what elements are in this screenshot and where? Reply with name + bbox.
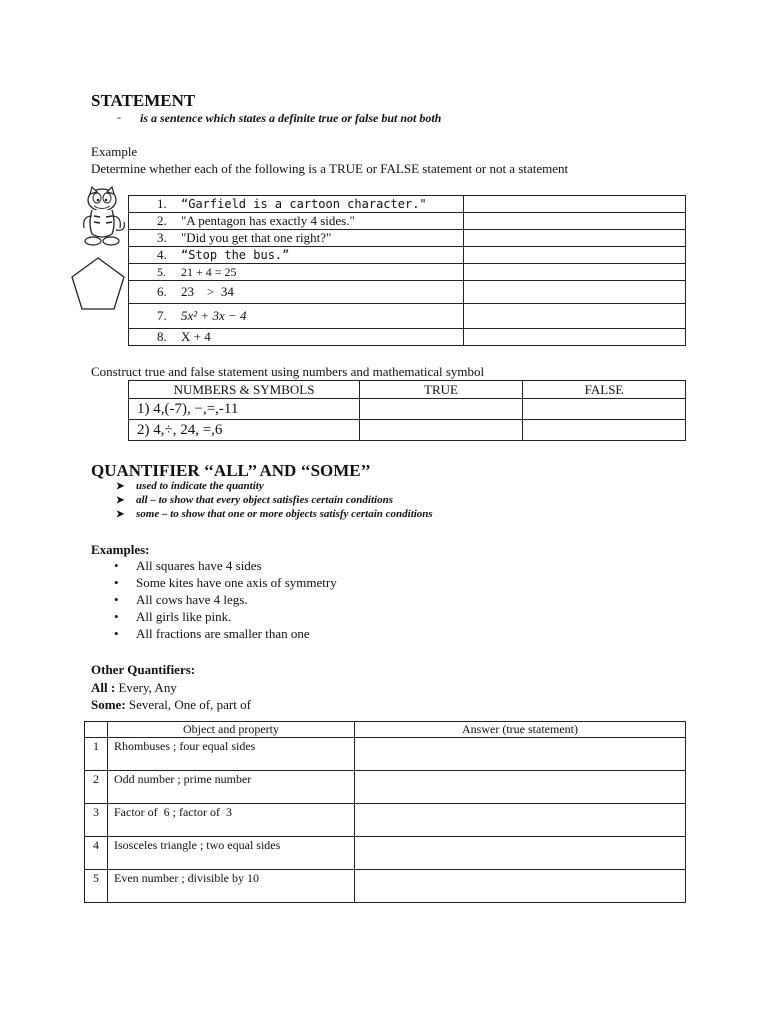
examples-list	[114, 558, 337, 643]
example-text: All fractions are smaller than one	[136, 626, 310, 641]
arrow-bullet-icon: ➤	[116, 495, 125, 506]
bullet-icon: •	[114, 592, 119, 607]
definition-dash: -	[117, 110, 121, 124]
object-property-cell: Factor of 6 ; factor of 3	[108, 804, 355, 837]
item-number: 3.	[157, 230, 167, 245]
answer-cell[interactable]	[463, 304, 685, 329]
list-item	[116, 480, 433, 494]
answer-cell[interactable]	[463, 247, 685, 264]
item-text: 23 > 34	[181, 284, 234, 299]
item-text: X + 4	[181, 329, 211, 344]
item-number: 5.	[157, 264, 166, 279]
bullet-icon: •	[114, 626, 119, 641]
arrow-bullet-icon: ➤	[116, 509, 125, 520]
item-number: 8.	[157, 329, 167, 344]
column-header: TRUE	[360, 381, 523, 399]
list-item	[116, 508, 433, 522]
false-answer-cell[interactable]	[523, 420, 686, 441]
example-text: All squares have 4 sides	[136, 558, 262, 573]
example-text: Some kites have one axis of symmetry	[136, 575, 337, 590]
examples-label: Examples:	[91, 542, 150, 557]
true-answer-cell[interactable]	[360, 399, 523, 420]
example-text: All cows have 4 legs.	[136, 592, 248, 607]
statement-cell	[129, 264, 464, 281]
table-row	[129, 329, 686, 346]
answer-cell[interactable]	[463, 264, 685, 281]
table-row	[129, 399, 686, 420]
table-row	[85, 738, 686, 771]
point-text: used to indicate the quantity	[136, 480, 264, 492]
object-property-cell: Rhombuses ; four equal sides	[108, 738, 355, 771]
item-number: 1.	[157, 196, 167, 211]
quantifier-title: QUANTIFIER ‘‘ALL’’ AND ‘‘SOME’’	[91, 461, 371, 480]
symbols-cell: 2) 4,÷, 24, =,6	[129, 420, 360, 441]
statement-definition: is a sentence which states a definite true or false but not both	[140, 111, 442, 125]
statement-cell	[129, 304, 464, 329]
statement-cell	[129, 247, 464, 264]
object-property-table	[84, 721, 686, 903]
statement-cell	[129, 329, 464, 346]
table-row	[129, 213, 686, 230]
some-quantifiers-line	[91, 697, 251, 713]
table-row	[129, 196, 686, 213]
table-row	[129, 247, 686, 264]
item-number: 4.	[157, 247, 167, 262]
answer-cell[interactable]	[463, 329, 685, 346]
table-row	[85, 771, 686, 804]
item-text: 5x² + 3x − 4	[181, 308, 247, 323]
example-text: All girls like pink.	[136, 609, 232, 624]
true-answer-cell[interactable]	[360, 420, 523, 441]
list-item	[114, 626, 337, 643]
column-header: NUMBERS & SYMBOLS	[129, 381, 360, 399]
list-item	[114, 592, 337, 609]
statement-table	[128, 195, 686, 346]
list-item	[114, 575, 337, 592]
construct-instruction: Construct true and false statement using numbers and mathematical symbol	[91, 364, 485, 379]
table-header-row	[129, 381, 686, 399]
statement-cell	[129, 281, 464, 304]
pentagon-icon	[68, 254, 128, 314]
item-text: “Stop the bus.”	[181, 248, 290, 262]
other-quantifiers-label: Other Quantifiers:	[91, 662, 196, 677]
symbols-cell: 1) 4,(-7), −,=,-11	[129, 399, 360, 420]
table-row	[129, 230, 686, 247]
statement-cell	[129, 196, 464, 213]
arrow-bullet-icon: ➤	[116, 481, 125, 492]
column-header: Answer (true statement)	[355, 722, 686, 738]
false-answer-cell[interactable]	[523, 399, 686, 420]
list-item	[114, 609, 337, 626]
bullet-icon: •	[114, 558, 119, 573]
column-header: Object and property	[108, 722, 355, 738]
bullet-icon: •	[114, 609, 119, 624]
table-header-row	[85, 722, 686, 738]
table-row	[129, 304, 686, 329]
answer-cell[interactable]	[463, 281, 685, 304]
row-number: 2	[85, 771, 108, 804]
row-number: 3	[85, 804, 108, 837]
row-number: 1	[85, 738, 108, 771]
list-item	[114, 558, 337, 575]
quantifier-points	[116, 480, 433, 522]
row-number: 5	[85, 870, 108, 903]
answer-cell[interactable]	[355, 870, 686, 903]
answer-cell[interactable]	[355, 804, 686, 837]
answer-cell[interactable]	[463, 230, 685, 247]
table-row	[85, 870, 686, 903]
example-label: Example	[91, 144, 138, 159]
statement-cell	[129, 213, 464, 230]
answer-cell[interactable]	[463, 196, 685, 213]
column-header: FALSE	[523, 381, 686, 399]
table-row	[129, 281, 686, 304]
item-number: 7.	[157, 308, 167, 323]
answer-cell[interactable]	[463, 213, 685, 230]
garfield-cartoon-icon	[78, 186, 128, 248]
item-text: "Did you get that one right?"	[181, 230, 332, 245]
construct-table	[128, 380, 686, 441]
object-property-cell: Odd number ; prime number	[108, 771, 355, 804]
all-quantifiers-line	[91, 680, 177, 696]
table-row	[85, 837, 686, 870]
answer-cell[interactable]	[355, 837, 686, 870]
answer-cell[interactable]	[355, 738, 686, 771]
point-text: all – to show that every object satisfies certain conditions	[136, 494, 393, 506]
table-row	[129, 264, 686, 281]
statement-cell	[129, 230, 464, 247]
item-number: 6.	[157, 284, 167, 299]
bullet-icon: •	[114, 575, 119, 590]
some-label: Some:	[91, 697, 126, 712]
item-number: 2.	[157, 213, 167, 228]
item-text: “Garfield is a cartoon character."	[181, 197, 427, 211]
item-text: 21 + 4 = 25	[181, 264, 237, 279]
some-text: Several, One of, part of	[125, 697, 251, 712]
object-property-cell: Even number ; divisible by 10	[108, 870, 355, 903]
statement-instruction: Determine whether each of the following is a TRUE or FALSE statement or not a statement	[91, 161, 569, 176]
all-text: Every, Any	[115, 680, 177, 695]
point-text: some – to show that one or more objects satisfy certain conditions	[136, 508, 433, 520]
row-number: 4	[85, 837, 108, 870]
answer-cell[interactable]	[355, 771, 686, 804]
object-property-cell: Isosceles triangle ; two equal sides	[108, 837, 355, 870]
list-item	[116, 494, 433, 508]
table-row	[85, 804, 686, 837]
number-column-header	[85, 722, 108, 738]
item-text: "A pentagon has exactly 4 sides."	[181, 213, 355, 228]
table-row	[129, 420, 686, 441]
statement-title: STATEMENT	[91, 91, 196, 110]
all-label: All :	[91, 680, 116, 695]
